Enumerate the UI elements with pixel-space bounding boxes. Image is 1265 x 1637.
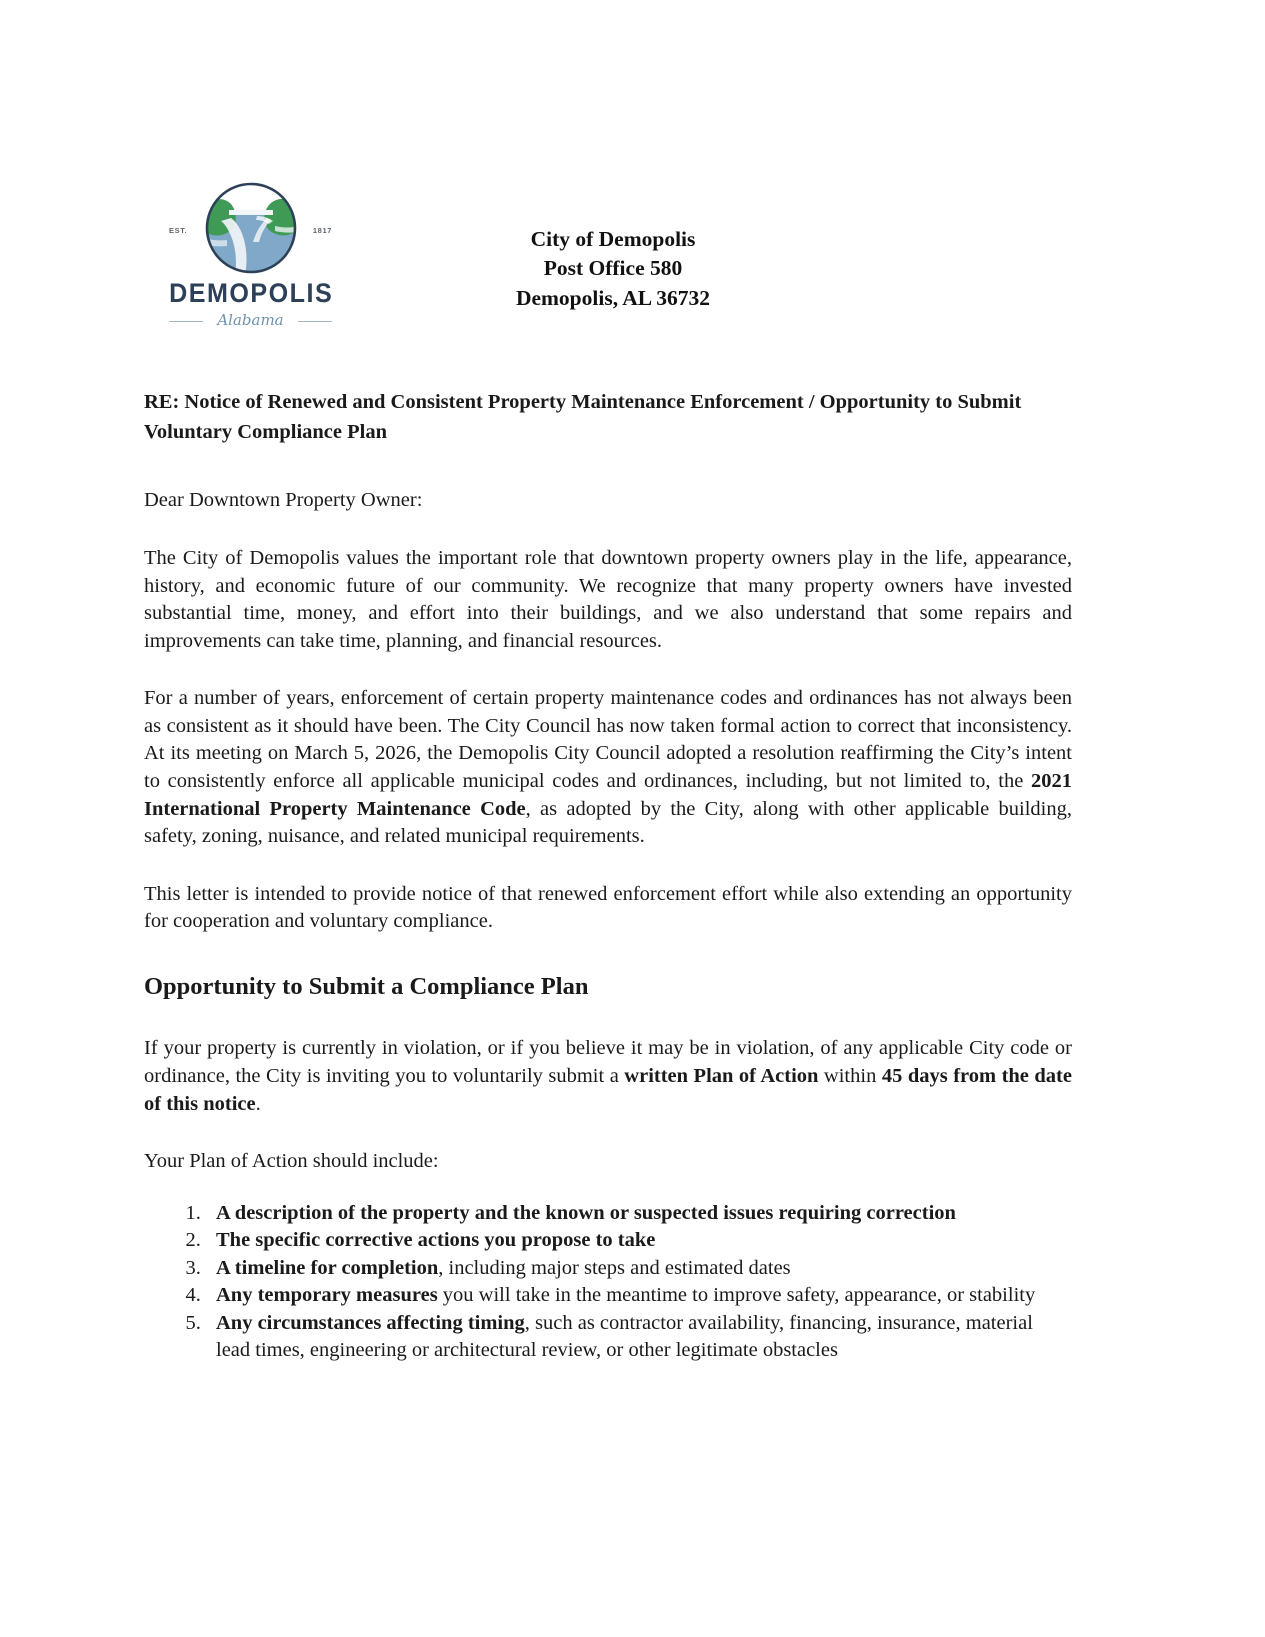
deadline-emphasis: 45 days from the date of this notice [144, 1064, 1072, 1115]
logo-rule-left [169, 321, 203, 322]
address-line-po-box: Post Office 580 [543, 256, 683, 281]
plan-list-intro: Your Plan of Action should include: [144, 1150, 439, 1173]
list-item-lead: A timeline for completion [216, 1256, 439, 1279]
paragraph-4-part-2: within [818, 1064, 882, 1087]
return-address [420, 225, 806, 313]
established-label: EST. [169, 226, 188, 235]
list-item-lead: Any temporary measures [216, 1284, 438, 1307]
paragraph-plan-invitation [144, 1035, 1072, 1118]
section-heading-compliance-plan: Opportunity to Submit a Compliance Plan [144, 972, 589, 1000]
salutation: Dear Downtown Property Owner: [144, 489, 423, 512]
list-item-rest: , such as contractor availability, financing, insurance, material lead times, engineering or architectural review, or other legitimate obstacles [216, 1311, 1033, 1362]
address-line-city: City of Demopolis [530, 227, 696, 251]
established-year: 1817 [312, 226, 332, 235]
paragraph-enforcement-history [144, 685, 1072, 850]
logo-rule-right [298, 321, 332, 322]
list-item-lead: A description of the property and the known or suspected issues requiring correction [216, 1201, 956, 1224]
written-plan-of-action-emphasis: written Plan of Action [624, 1064, 819, 1087]
list-item [206, 1227, 1072, 1255]
list-item [206, 1255, 1072, 1283]
re-subject-line: RE: Notice of Renewed and Consistent Property Maintenance Enforcement / Opportunity to Submit Voluntary Compliance Plan [144, 391, 1022, 443]
paragraph-4-part-1: If your property is currently in violation, or if you believe it may be in violation, of any applicable City code or ordinance, the City is inviting you to voluntarily submit a [144, 1037, 1072, 1087]
letterhead [0, 178, 1265, 348]
city-logo [163, 178, 338, 343]
logo-state-script: Alabama [217, 311, 284, 329]
logo-emblem-row [163, 178, 338, 278]
logo-wordmark: DEMOPOLIS [169, 278, 334, 308]
list-item-rest: , including major steps and estimated dates [438, 1256, 791, 1279]
paragraph-2-part-2: , as adopted by the City, along with other applicable building, safety, zoning, nuisance, and related municipal requirements. [144, 797, 1072, 848]
paragraph-2-part-1: For a number of years, enforcement of certain property maintenance codes and ordinances has not always been as consistent as it should have been. The City Council has now taken formal action to correct that inconsistency. At its meeting on March 5, 2026, the Demopolis City Council adopted a resolution reaffirming the City’s intent to consistently enforce all applicable municipal codes and ordinances, including, but not limited to, the [144, 687, 1072, 792]
paragraph-values: The City of Demopolis values the important role that downtown property owners play in the life, appearance, history, and economic future of our community. We recognize that many property owners have invested substantial time, money, and effort into their buildings, and we also understand that some repairs and improvements can take time, planning, and financial resources. [144, 547, 1072, 652]
plan-of-action-list [144, 1200, 1072, 1365]
list-item [206, 1200, 1072, 1228]
list-item [206, 1310, 1072, 1365]
list-item-lead: The specific corrective actions you propose to take [216, 1229, 656, 1252]
paragraph-notice-intent: This letter is intended to provide notice of that renewed enforcement effort while also extending an opportunity for cooperation and voluntary compliance. [144, 882, 1072, 933]
paragraph-4-part-3: . [255, 1092, 261, 1115]
letter-body [144, 388, 1072, 1365]
list-item-rest: you will take in the meantime to improve safety, appearance, or stability [437, 1284, 1036, 1307]
list-item [206, 1282, 1072, 1310]
property-maintenance-code-reference: 2021 International Property Maintenance Code [144, 769, 1072, 820]
river-bluff-emblem-icon [201, 178, 301, 278]
logo-script-row [163, 310, 338, 336]
list-item-lead: Any circumstances affecting timing [216, 1311, 525, 1334]
address-line-city-state-zip: Demopolis, AL 36732 [515, 285, 711, 310]
